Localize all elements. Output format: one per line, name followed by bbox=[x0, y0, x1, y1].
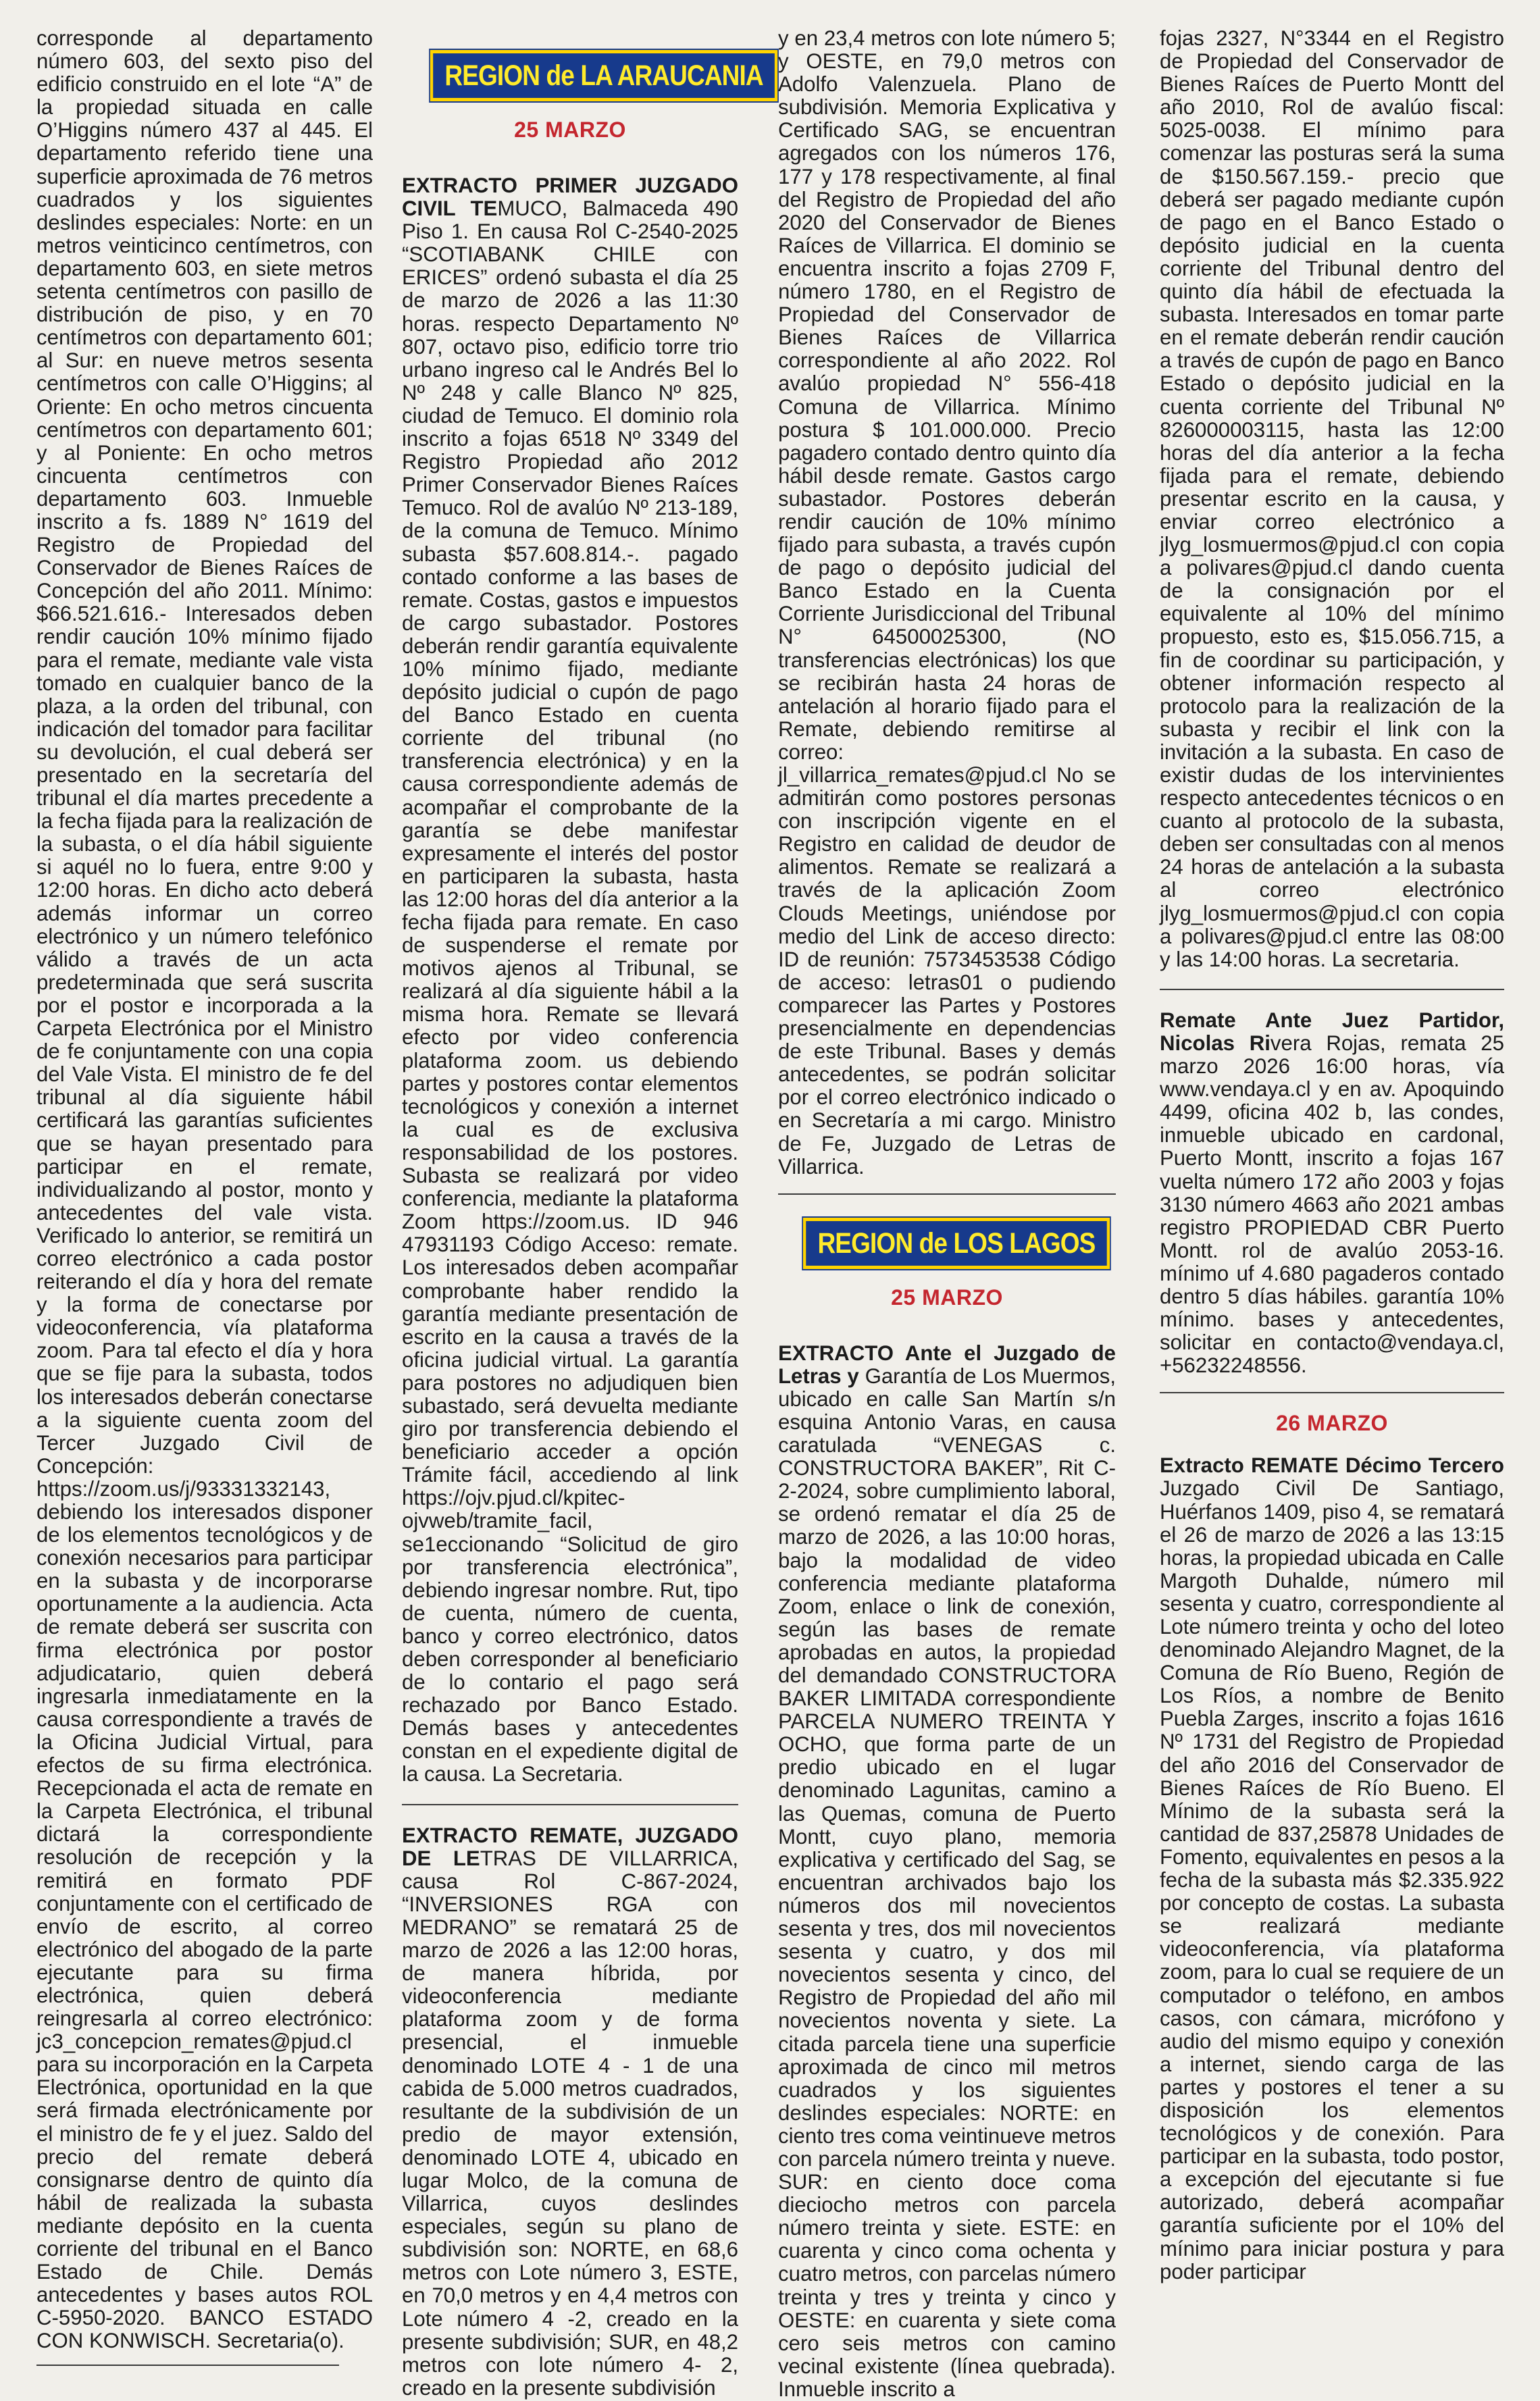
notice-lead: EXTRACTO PRIMER JUZGADO CIVIL TE bbox=[402, 174, 738, 221]
notice-divider bbox=[778, 1193, 1116, 1195]
region-banner-los-lagos bbox=[778, 1218, 1116, 1269]
notice-lead: EXTRACTO Ante el Juzgado de Letras y bbox=[778, 1341, 1116, 1388]
notice-lead: EXTRACTO REMATE, JUZGADO DE LE bbox=[402, 1823, 738, 1870]
notice-body: Juzgado Civil De Santiago, Huérfanos 1409, piso 4, se rematará el 26 de marzo de 2026 a las 13:15 horas, la propiedad ubicada en Calle Margoth Duhalde, número mil sesenta y cuatro, correspondiente al Lote número treinta y ocho del loteo denominado Alejandro Magnet, de la Comuna de Río Bueno, Región de Los Ríos, a nombre de Benito Puebla Zarges, inscrito a fojas 1616 Nº 1731 del Registro de Propiedad del año 2016 del Conservador de Bienes Raíces de Río Bueno. El Mínimo de la subasta será la cantidad de 837,25878 Unidades de Fomento, equivalentes en pesos a la fecha de la subasta más $2.335.922 por concepto de costas. La subasta se realizará mediante videoconferencia, vía plataforma zoom, para lo cual se requiere de un computador o teléfono, en ambos casos, con cámara, micrófono y audio del mismo equipo y conexión a internet, siendo carga de las partes y postores el tener a su disposición los elementos tecnológicos y de conexión. Para participar en la subasta, todo postor, a excepción del ejecutante si fue autorizado, deberá acompañar garantía suficiente por el 10% del mínimo para iniciar postura y para poder participar bbox=[1160, 1476, 1504, 2283]
region-banner-label: REGION de LOS LAGOS bbox=[803, 1218, 1110, 1269]
notice-lead: Extracto REMATE Décimo Tercero bbox=[1160, 1453, 1504, 1478]
notice-los-muermos bbox=[778, 1342, 1116, 2401]
notice-santiago bbox=[1160, 1454, 1504, 2283]
column-3 bbox=[778, 26, 1116, 2401]
notice-body: MUCO, Balmaceda 490 Piso 1. En causa Rol C-2540-2025 “SCOTIABANK CHILE con ERICES” ordenó subasta el día 25 de marzo de 2026 a las 11:30 horas. respecto Departamento Nº 807, octavo piso, edificio torre trio urbano ingreso cal le Andrés Bel lo Nº 248 y calle Blanco Nº 825, ciudad de Temuco. El dominio rola inscrito a fojas 6518 Nº 3349 del Registro Propiedad año 2012 Primer Conservador Bienes Raíces Temuco. Rol de avalúo Nº 213-189, de la comuna de Temuco. Mínimo subasta $57.608.814.-. pagado contado conforme a las bases de remate. Costas, gastos e impuestos de cargo subastador. Postores deberán rendir garantía equivalente 10% mínimo fijado, mediante depósito judicial o cupón de pago del Banco Estado en cuenta corriente del tribunal (no transferencia electrónica) y en la causa correspondiente además de acompañar el comprobante de la garantía se debe manifestar expresamente el interés del postor en participaren la subasta, hasta las 12:00 horas del día anterior a la fecha fijada para remate. En caso de suspenderse el remate por motivos ajenos al Tribunal, se realizará al día siguiente hábil a la misma hora. Remate se llevará efecto por video conferencia plataforma zoom. us debiendo partes y postores contar elementos tecnológicos y conexión a internet la cual es de exclusiva responsabilidad de los postores. Subasta se realizará por video conferencia, mediante la plataforma Zoom https://zoom.us. ID 946 47931193 Código Acceso: remate. Los interesados deben acompañar comprobante haber rendido la garantía mediante presentación de escrito en la causa a través de la oficina judicial virtual. La garantía para postores no adjudiquen bien subastado, será devuelta mediante giro por transferencia debiendo el beneficiario acceder a opción Trámite fácil, accediendo al link https://ojv.pjud.cl/kpitec-ojvweb/tramite_facil, se1eccionando “Solicitud de giro por transferencia electrónica”, debiendo ingresar nombre. Rut, tipo de cuenta, número de cuenta, banco y correo electrónico, datos deben corresponder al beneficiario de lo contario el pago será rechazado por Banco Estado. Demás bases y antecedentes constan en el expediente digital de la causa. La Secretaria. bbox=[402, 197, 738, 1786]
column-2 bbox=[402, 27, 763, 2400]
notice-lead: Remate Ante Juez Partidor, Nicolas Ri bbox=[1160, 1008, 1504, 1055]
region-banner-araucania bbox=[402, 50, 763, 101]
notice-body: vera Rojas, remata 25 marzo 2026 16:00 horas, vía www.vendaya.cl y en av. Apoquindo 4499, oficina 402 b, las condes, inmueble ubicado en cardonal, Puerto Montt, inscrito a fojas 167 vuelta número 172 año 2003 y fojas 3130 número 4663 año 2021 ambas registro PROPIEDAD CBR Puerto Montt. rol de avalúo 2053-16. mínimo uf 4.680 pagaderos contado dentro 5 días hábiles. garantía 10% mínimo. bases y antecedentes, solicitar en contacto@vendaya.cl, +56232248556. bbox=[1160, 1031, 1504, 1378]
notice-los-muermos-continuation: fojas 2327, N°3344 en el Registro de Propiedad del Conservador de Bienes Raíces de Puerto Montt del año 2010, Rol de avalúo fiscal: 5025-0038. El mínimo para comenzar las posturas será la suma de $150.567.159.- precio que deberá ser pagado mediante cupón de pago en el Banco Estado o depósito judicial en la cuenta corriente del Tribunal dentro del quinto día hábil de efectuada la subasta. Interesados en tomar parte en el remate deberán rendir caución a través de cupón de pago en Banco Estado o depósito judicial en la cuenta corriente del Tribunal Nº 826000003115, hasta las 12:00 horas del día anterior a la fecha fijada para el remate, debiendo presentar escrito en la causa, y enviar correo electrónico a jlyg_losmuermos@pjud.cl con copia a polivares@pjud.cl dando cuenta de la consignación por el equivalente al 10% del mínimo propuesto, esto es, $15.056.715, a fin de coordinar su participación, y obtener información respecto al protocolo para la realización de la subasta y recibir el link con la invitación a la subasta. En caso de existir dudas de los intervinientes respecto antecedentes técnicos o en cuanto al protocolo de la subasta, deben ser consultadas con al menos 24 horas de antelación a la subasta al correo electrónico jlyg_losmuermos@pjud.cl con copia a polivares@pjud.cl entre las 08:00 y las 14:00 horas. La secretaria. bbox=[1160, 26, 1504, 971]
notice-villarrica-continuation: y en 23,4 metros con lote número 5; y OESTE, en 79,0 metros con Adolfo Valenzuela. Plano de subdivisión. Memoria Explicativa y Certificado SAG, se encuentran agregados con los números 176, 177 y 178 respectivamente, al final del Registro de Propiedad del año 2020 del Conservador de Bienes Raíces de Villarrica. El dominio se encuentra inscrito a fojas 2709 F, número 1780, en el Registro de Propiedad del Conservador de Bienes Raíces de Villarrica correspondiente al año 2022. Rol avalúo propiedad N° 556-418 Comuna de Villarrica. Mínimo postura $ 101.000.000. Precio pagadero contado dentro quinto día hábil desde remate. Gastos cargo subastador. Postores deberán rendir caución de 10% mínimo fijado para subasta, a través cupón de pago o depósito judicial del Banco Estado en la Cuenta Corriente Jurisdiccional del Tribunal N° 64500025300, (NO transferencias electrónicas) los que se recibirán hasta 24 horas de antelación al horario fijado para el Remate, debiendo remitirse al correo: jl_villarrica_remates@pjud.cl No se admitirán como postores personas con inscripción vigente en el Registro en calidad de deudor de alimentos. Remate se realizará a través de la aplicación Zoom Clouds Meetings, uniéndose por medio del Link de acceso directo: ID de reunión: 7573453538 Código de acceso: letras01 o pudiendo comparecer las Partes y Postores presencialmente en dependencias de este Tribunal. Bases y demás antecedentes, se podrán solicitar por el correo electrónico indicado o en Secretaría a mi cargo. Ministro de Fe, Juzgado de Letras de Villarrica. bbox=[778, 26, 1116, 1179]
notice-body: TRAS DE VILLARRICA, causa Rol C-867-2024, “INVERSIONES RGA con MEDRANO” se rematará 25 de marzo de 2026 a las 12:00 horas, de manera híbrida, por videoconferencia mediante plataforma zoom y de forma presencial, el inmueble denominado LOTE 4 - 1 de una cabida de 5.000 metros cuadrados, resultante de la subdivisión de un predio de mayor extensión, denominado LOTE 4, ubicado en lugar Molco, de la comuna de Villarrica, cuyos deslindes especiales, según su plano de subdivisión son: NORTE, en 68,6 metros con Lote número 3, ESTE, en 70,0 metros y en 4,4 metros con Lote número 4 -2, creado en la presente subdivisión; SUR, en 48,2 metros con lote número 4- 2, creado en la presente subdivisión bbox=[402, 1846, 738, 2400]
column-1 bbox=[36, 26, 373, 2353]
notice-divider bbox=[402, 1804, 738, 1805]
notice-divider bbox=[1160, 989, 1504, 990]
notice-villarrica bbox=[402, 1824, 738, 2400]
notice-body: Garantía de Los Muermos, ubicado en calle San Martín s/n esquina Antonio Varas, en causa caratulada “VENEGAS c. CONSTRUCTORA BAKER”, Rit C-2-2024, sobre cumplimiento laboral, se ordenó rematar el día 25 de marzo de 2026, a las 10:00 horas, bajo la modalidad de video conferencia mediante plataforma Zoom, enlace o link de conexión, según las bases de remate aprobadas en autos, la propiedad del demandado CONSTRUCTORA BAKER LIMITADA correspondiente PARCELA NUMERO TREINTA Y OCHO, que forma parte de un predio ubicado en el lugar denominado Lagunitas, camino a las Quemas, comuna de Puerto Montt, cuyo plano, memoria explicativa y certificado del Sag, se encuentran archivados bajo los números dos mil novecientos sesenta y tres, dos mil novecientos sesenta y cuatro, y dos mil novecientos sesenta y cinco, del Registro de Propiedad del año mil novecientos noventa y siete. La citada parcela tiene una superficie aproximada de cinco mil metros cuadrados y los siguientes deslindes especiales: NORTE: en ciento tres coma veintinueve metros con parcela número treinta y nueve. SUR: en ciento doce coma dieciocho metros con parcela número treinta y siete. ESTE: en cuarenta y cinco coma ochenta y cuatro metros, con parcelas número treinta y tres y treinta y cinco y OESTE: en cuarenta y siete coma cero seis metros con camino vecinal existente (línea quebrada). Inmueble inscrito a bbox=[778, 1364, 1116, 2401]
notice-concepcion-continuation: corresponde al departamento número 603, del sexto piso del edificio construido en el lote “A” de la propiedad situada en calle O’Higgins número 437 al 445. El departamento referido tiene una superficie aproximada de 76 metros cuadrados y los siguientes deslindes especiales: Norte: en un metros veinticinco centímetros, con departamento 603, en siete metros setenta centímetros con pasillo de distribución de piso, y en 70 centímetros con departamento 601; al Sur: en nueve metros sesenta centímetros con calle O’Higgins; al Oriente: En ocho metros cincuenta centímetros con departamento 601; y al Poniente: En ocho metros cincuenta centímetros con departamento 603. Inmueble inscrito a fs. 1889 N° 1619 del Registro de Propiedad del Conservador de Bienes Raíces de Concepción del año 2011. Mínimo: $66.521.616.- Interesados deben rendir caución 10% mínimo fijado para el remate, mediante vale vista tomado en cualquier banco de la plaza, a la orden del tribunal, con indicación del tomador para facilitar su devolución, el cual deberá ser presentado en la secretaría del tribunal el día martes precedente a la fecha fijada para la realización de la subasta, o el día hábil siguiente si aquél no lo fuera, entre 9:00 y 12:00 horas. En dicho acto deberá además informar un correo electrónico y un número telefónico válido a través de un acta predeterminada que será suscrita por el postor e incorporada a la Carpeta Electrónica por el Ministro de fe conjuntamente con una copia del Vale Vista. El ministro de fe del tribunal al día siguiente hábil certificará las garantías suficientes que se hayan presentado para participar en el remate, individualizando al postor, monto y antecedentes del vale vista. Verificado lo anterior, se remitirá un correo electrónico a cada postor reiterando el día y hora del remate y la forma de conectarse por videoconferencia, vía plataforma zoom. Para tal efecto el día y hora que se fije para la subasta, todos los interesados deberán conectarse a la siguiente cuenta zoom del Tercer Juzgado Civil de Concepción: https://zoom.us/j/93331332143, debiendo los interesados disponer de los elementos tecnológicos y de conexión necesarios para participar en la subasta y de incorporarse oportunamente a la audiencia. Acta de remate deberá ser suscrita con firma electrónica por postor adjudicatario, quien deberá ingresarla inmediatamente en la causa correspondiente a través de la Oficina Judicial Virtual, para efectos de su firma electrónica. Recepcionada el acta de remate en la Carpeta Electrónica, el tribunal dictará la correspondiente resolución de recepción y la remitirá en formato PDF conjuntamente con el certificado de envío de escrito, al correo electrónico del abogado de la parte ejecutante para su firma electrónica, quien deberá reingresarla al correo electrónico: jc3_concepcion_remates@pjud.cl para su incorporación en la Carpeta Electrónica, oportunidad en la que será firmada electrónicamente por el ministro de fe y el juez. Saldo del precio del remate deberá consignarse dentro de quinto día hábil de realizada la subasta mediante depósito en la cuenta corriente del tribunal en el Banco Estado de Chile. Demás antecedentes y bases autos ROL C-5950-2020. BANCO ESTADO CON KONWISCH. Secretaria(o). bbox=[36, 26, 373, 2353]
region-banner-label: REGION de LA ARAUCANIA bbox=[430, 50, 777, 101]
notice-temuco bbox=[402, 174, 738, 1786]
column-4 bbox=[1160, 26, 1504, 2283]
column-end-rule bbox=[36, 2365, 339, 2366]
date-heading: 25 MARZO bbox=[514, 118, 626, 142]
date-heading: 25 MARZO bbox=[891, 1285, 1003, 1310]
notice-divider bbox=[1160, 1392, 1504, 1393]
date-heading: 26 MARZO bbox=[1276, 1411, 1388, 1436]
notice-juez-partidor bbox=[1160, 1009, 1504, 1378]
